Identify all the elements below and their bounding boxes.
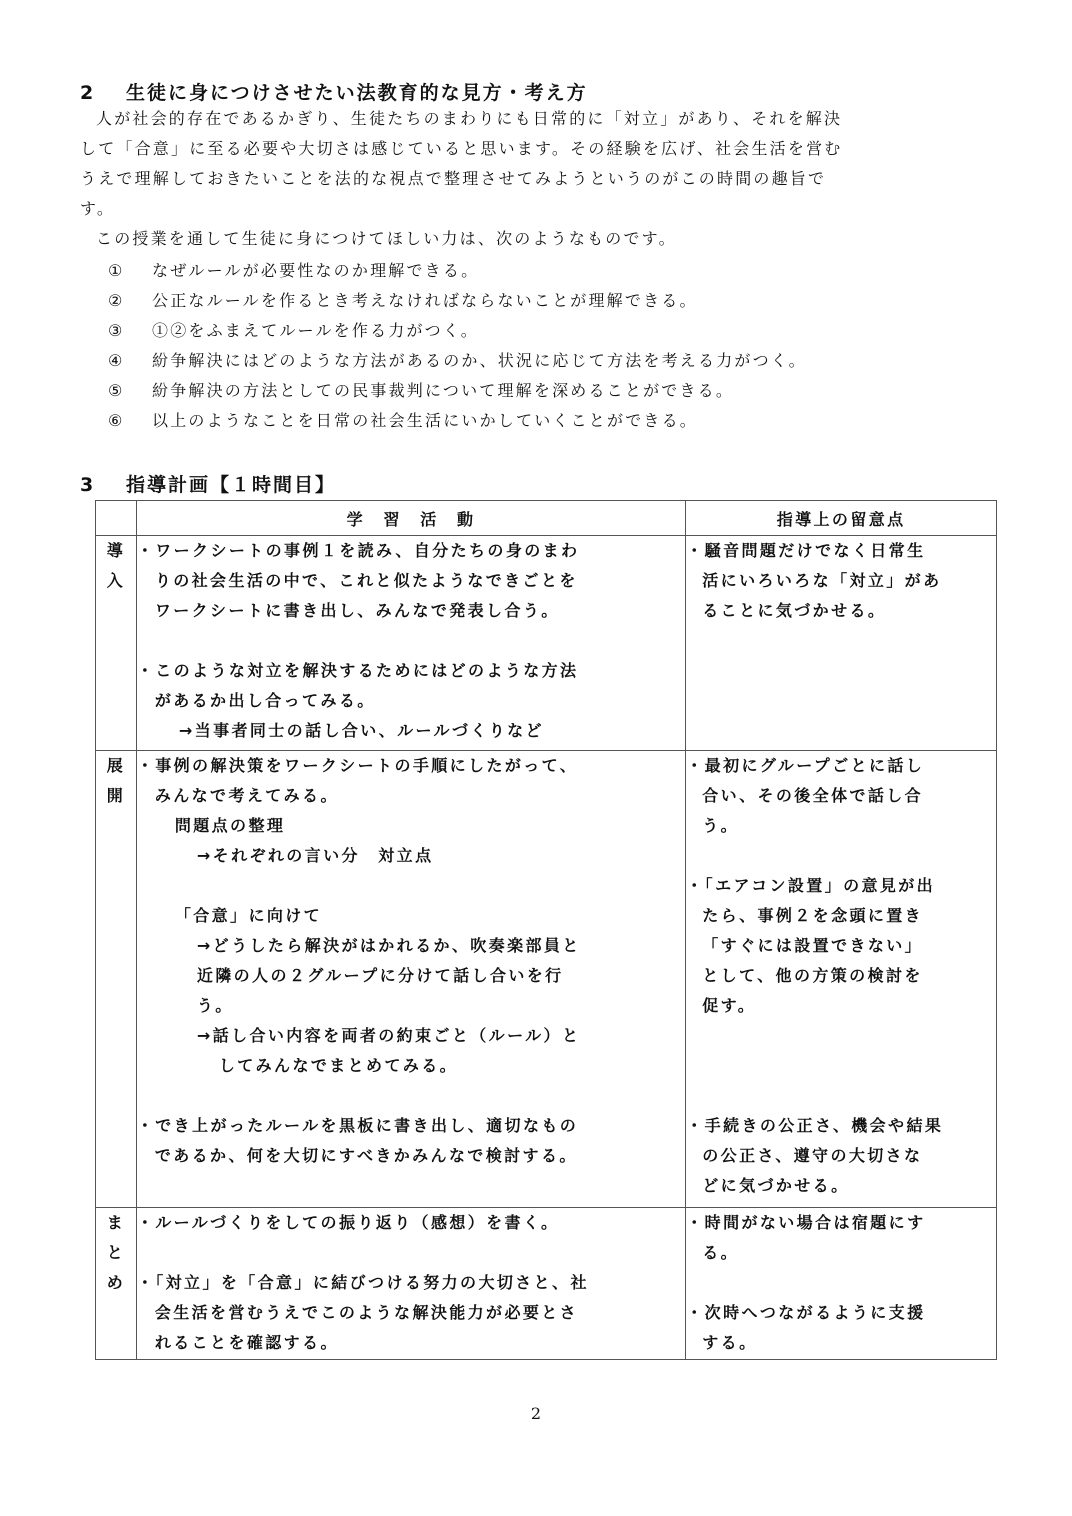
goal-item: ② 公正なルールを作るとき考えなければならないことが理解できる。 bbox=[108, 291, 698, 310]
section-2-number: 2 bbox=[80, 82, 96, 104]
header-phase bbox=[96, 501, 137, 536]
activity-cell: ・ルールづくりをしての振り返り（感想）を書く。 ・「対立」を「合意」に結びつける努力の大切さと、社 会生活を営むうえでこのような解決能力が必要とさ れることを確認する。 bbox=[136, 1208, 685, 1360]
page-number: 2 bbox=[530, 1404, 542, 1423]
notes-cell: ・最初にグループごとに話し 合い、その後全体で話し合 う。 ・「エアコン設置」の意見が出 たら、事例２を念頭に置き 「すぐには設置できない」 として、他の方策の検討を 促す。 ・手続きの公正さ、機会や結果 の公正さ、遵守の大切さな どに気づかせる。 bbox=[686, 751, 997, 1208]
table-header-row bbox=[96, 501, 997, 536]
section-3-title: 指導計画【１時間目】 bbox=[126, 474, 337, 496]
table-row bbox=[96, 751, 997, 1208]
goal-item: ④ 紛争解決にはどのような方法があるのか、状況に応じて方法を考える力がつく。 bbox=[108, 351, 807, 370]
activity-cell: ・ワークシートの事例１を読み、自分たちの身のまわ りの社会生活の中で、これと似たようなできごとを ワークシートに書き出し、みんなで発表し合う。 ・このような対立を解決するためにはどのような方法 があるか出し合ってみる。 →当事者同士の話し合い、ルールづくりなど bbox=[136, 536, 685, 751]
goals-list bbox=[108, 256, 988, 436]
goal-item: ① なぜルールが必要性なのか理解できる。 bbox=[108, 261, 480, 280]
goal-item: ⑥ 以上のようなことを日常の社会生活にいかしていくことができる。 bbox=[108, 411, 699, 430]
goal-item: ⑤ 紛争解決の方法としての民事裁判について理解を深めることができる。 bbox=[108, 381, 735, 400]
intro-line-1: 人が社会的存在であるかぎり、生徒たちのまわりにも日常的に「対立」があり、それを解決 bbox=[96, 109, 843, 128]
activity-cell: ・事例の解決策をワークシートの手順にしたがって、 みんなで考えてみる。 問題点の整理 →それぞれの言い分 対立点 「合意」に向けて →どうしたら解決がはかれるか、吹奏楽部員と 近隣の人の２グループに分けて話し合いを行 う。 →話し合い内容を両者の約束ごと（ルール）と してみんなでまとめてみる。 ・でき上がったルールを黒板に書き出し、適切なもの であるか、何を大切にすべきかみんなで検討する。 bbox=[136, 751, 685, 1208]
lesson-plan-table bbox=[95, 500, 997, 1360]
section-2-heading bbox=[80, 78, 588, 105]
intro-line-3: うえで理解しておきたいことを法的な視点で整理させてみようというのがこの時間の趣旨で bbox=[80, 169, 827, 188]
table-row bbox=[96, 536, 997, 751]
goal-item: ③ ①②をふまえてルールを作る力がつく。 bbox=[108, 321, 479, 340]
intro-line-4: す。 bbox=[80, 199, 116, 218]
intro-lead: この授業を通して生徒に身につけてほしい力は、次のようなものです。 bbox=[96, 229, 677, 248]
header-activity: 学 習 活 動 bbox=[136, 501, 685, 536]
section-3-number: 3 bbox=[80, 474, 96, 496]
section-3-heading bbox=[80, 470, 336, 497]
section-2-title: 生徒に身につけさせたい法教育的な見方・考え方 bbox=[126, 82, 588, 104]
notes-cell: ・騒音問題だけでなく日常生 活にいろいろな「対立」があ ることに気づかせる。 bbox=[686, 536, 997, 751]
phase-cell: ま と め bbox=[96, 1208, 137, 1360]
header-notes: 指導上の留意点 bbox=[686, 501, 997, 536]
table-row bbox=[96, 1208, 997, 1360]
intro-line-2: して「合意」に至る必要や大切さは感じていると思います。その経験を広げ、社会生活を営む bbox=[80, 139, 843, 158]
section-2-intro bbox=[80, 104, 996, 254]
notes-cell: ・時間がない場合は宿題にす る。 ・次時へつながるように支援 する。 bbox=[686, 1208, 997, 1360]
phase-cell: 展 開 bbox=[96, 751, 137, 1208]
phase-cell: 導 入 bbox=[96, 536, 137, 751]
